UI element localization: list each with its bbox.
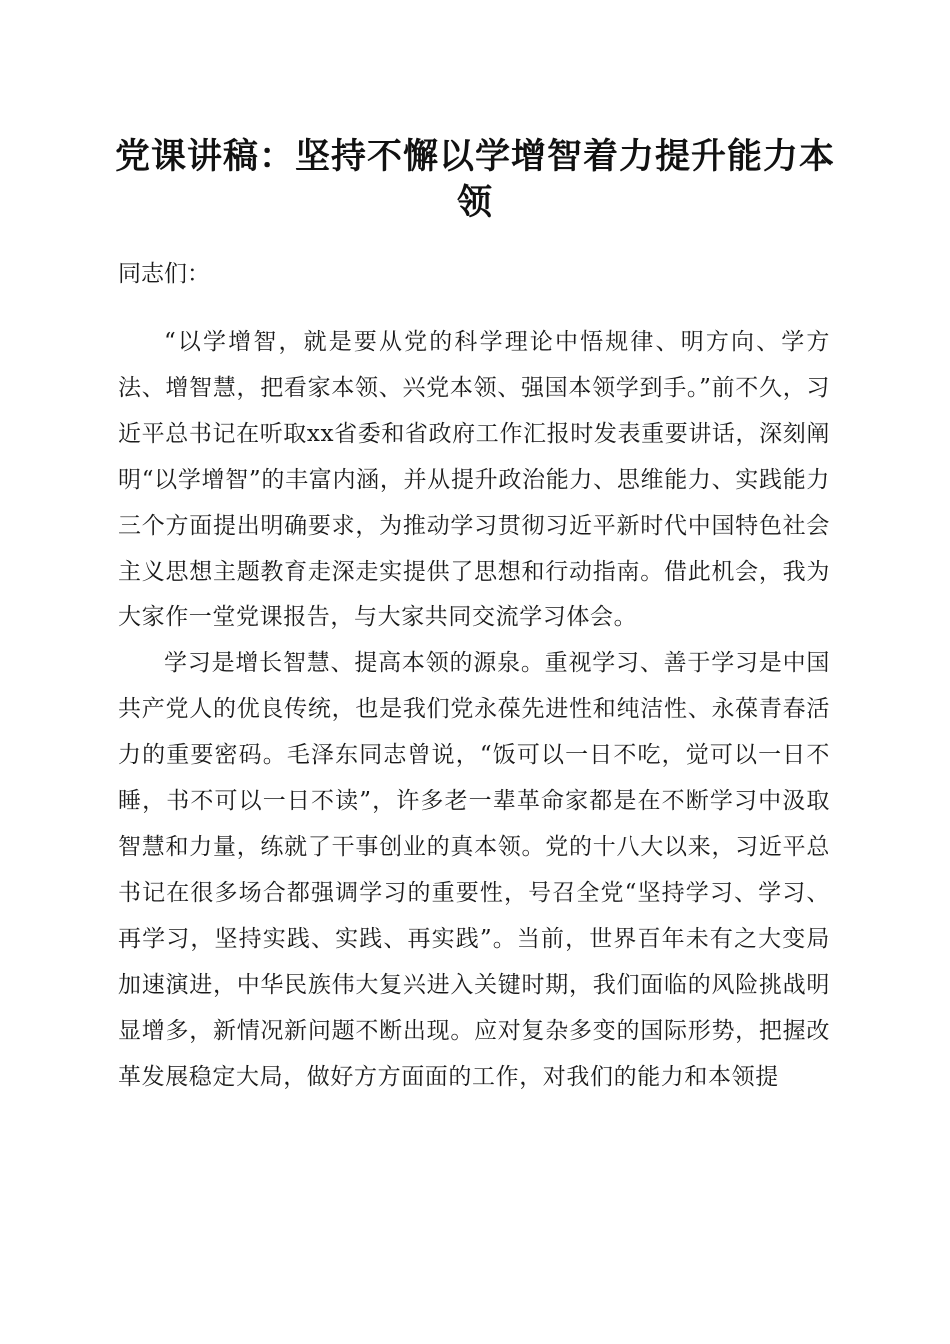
paragraph-2: 学习是增长智慧、提高本领的源泉。重视学习、善于学习是中国共产党人的优良传统，也是我们党永葆先进性和纯洁性、永葆青春活力的重要密码。毛泽东同志曾说，“饭可以一日不吃，觉可以一日不睡，书不可以一日不读”，许多老一辈革命家都是在不断学习中汲取智慧和力量，练就了干事创业的真本领。党的十八大以来，习近平总书记在很多场合都强调学习的重要性，号召全党“坚持学习、学习、再学习，坚持实践、实践、再实践”。当前，世界百年未有之大变局加速演进，中华民族伟大复兴进入关键时期，我们面临的风险挑战明显增多，新情况新问题不断出现。应对复杂多变的国际形势，把握改革发展稳定大局，做好方方面面的工作，对我们的能力和本领提 [118, 650, 830, 1090]
document-title: 党课讲稿：坚持不懈以学增智着力提升能力本领 [114, 137, 835, 223]
paragraph-1: “以学增智，就是要从党的科学理论中悟规律、明方向、学方法、增智慧，把看家本领、兴党本领、强国本领学到手。”前不久，习近平总书记在听取xx省委和省政府工作汇报时发表重要讲话，深刻阐明“以学增智”的丰富内涵，并从提升政治能力、思维能力、实践能力三个方面提出明确要求，为推动学习贯彻习近平新时代中国特色社会主义思想主题教育走深走实提供了思想和行动指南。借此机会，我为大家作一堂党课报告，与大家共同交流学习体会。 [118, 329, 830, 631]
greeting: 同志们： [118, 261, 210, 287]
document-body [118, 320, 830, 1100]
